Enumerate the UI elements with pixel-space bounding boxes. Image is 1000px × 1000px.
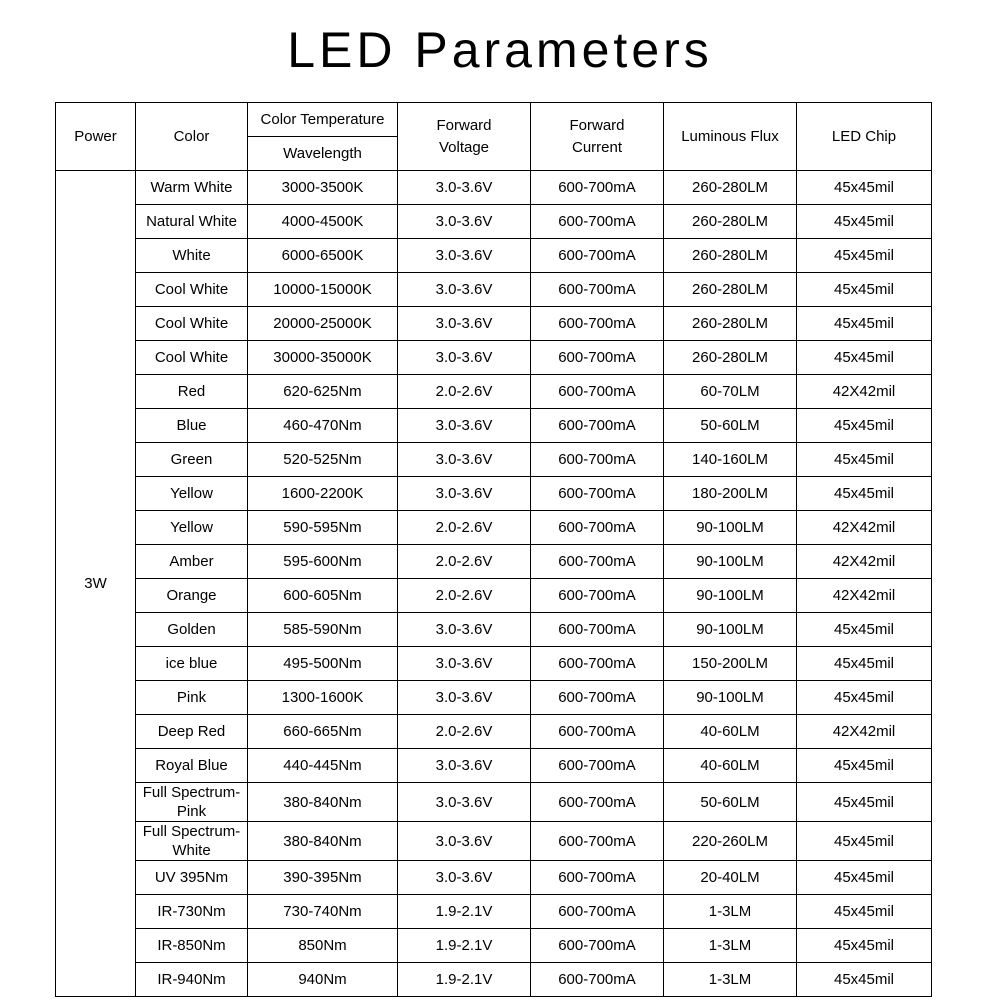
forward-voltage-cell: 2.0-2.6V — [398, 545, 531, 579]
forward-current-cell: 600-700mA — [531, 783, 664, 822]
header-wavelength: Wavelength — [248, 137, 398, 171]
luminous-flux-cell: 260-280LM — [664, 273, 797, 307]
led-chip-cell: 45x45mil — [797, 681, 932, 715]
color-temperature-cell: 850Nm — [248, 929, 398, 963]
color-cell: IR-850Nm — [136, 929, 248, 963]
color-temperature-cell: 3000-3500K — [248, 171, 398, 205]
forward-current-cell: 600-700mA — [531, 375, 664, 409]
color-cell: Cool White — [136, 307, 248, 341]
forward-voltage-cell: 3.0-3.6V — [398, 613, 531, 647]
color-cell: IR-730Nm — [136, 895, 248, 929]
led-chip-cell: 45x45mil — [797, 963, 932, 997]
color-temperature-cell: 585-590Nm — [248, 613, 398, 647]
color-cell: IR-940Nm — [136, 963, 248, 997]
luminous-flux-cell: 90-100LM — [664, 681, 797, 715]
table-row — [56, 749, 932, 783]
header-power: Power — [56, 103, 136, 171]
luminous-flux-cell: 260-280LM — [664, 171, 797, 205]
table-row — [56, 273, 932, 307]
table-row — [56, 681, 932, 715]
table-row — [56, 205, 932, 239]
table-row — [56, 171, 932, 205]
color-temperature-cell: 595-600Nm — [248, 545, 398, 579]
led-chip-cell: 45x45mil — [797, 409, 932, 443]
luminous-flux-cell: 220-260LM — [664, 822, 797, 861]
table-row — [56, 715, 932, 749]
led-parameters-table — [55, 102, 932, 997]
forward-voltage-cell: 1.9-2.1V — [398, 895, 531, 929]
table-row — [56, 341, 932, 375]
color-temperature-cell: 590-595Nm — [248, 511, 398, 545]
led-chip-cell: 42X42mil — [797, 511, 932, 545]
forward-current-cell: 600-700mA — [531, 613, 664, 647]
header-forward-current: Forward Current — [531, 103, 664, 171]
color-cell: Blue — [136, 409, 248, 443]
forward-current-cell: 600-700mA — [531, 443, 664, 477]
luminous-flux-cell: 50-60LM — [664, 783, 797, 822]
luminous-flux-cell: 90-100LM — [664, 613, 797, 647]
led-chip-cell: 42X42mil — [797, 375, 932, 409]
table-row — [56, 409, 932, 443]
color-cell: Full Spectrum- White — [136, 822, 248, 861]
color-temperature-cell: 20000-25000K — [248, 307, 398, 341]
forward-voltage-cell: 3.0-3.6V — [398, 239, 531, 273]
forward-current-cell: 600-700mA — [531, 963, 664, 997]
forward-current-cell: 600-700mA — [531, 511, 664, 545]
forward-voltage-cell: 3.0-3.6V — [398, 477, 531, 511]
color-temperature-cell: 1300-1600K — [248, 681, 398, 715]
table-row — [56, 375, 932, 409]
color-temperature-cell: 390-395Nm — [248, 861, 398, 895]
luminous-flux-cell: 90-100LM — [664, 579, 797, 613]
color-cell: Cool White — [136, 341, 248, 375]
color-temperature-cell: 380-840Nm — [248, 822, 398, 861]
forward-voltage-cell: 3.0-3.6V — [398, 409, 531, 443]
led-chip-cell: 45x45mil — [797, 613, 932, 647]
luminous-flux-cell: 180-200LM — [664, 477, 797, 511]
led-chip-cell: 45x45mil — [797, 239, 932, 273]
luminous-flux-cell: 1-3LM — [664, 929, 797, 963]
led-chip-cell: 45x45mil — [797, 443, 932, 477]
header-color-temperature: Color Temperature — [248, 103, 398, 137]
color-cell: Red — [136, 375, 248, 409]
luminous-flux-cell: 260-280LM — [664, 205, 797, 239]
led-chip-cell: 45x45mil — [797, 171, 932, 205]
color-temperature-cell: 600-605Nm — [248, 579, 398, 613]
forward-current-cell: 600-700mA — [531, 647, 664, 681]
table-row — [56, 443, 932, 477]
forward-current-cell: 600-700mA — [531, 273, 664, 307]
power-cell: 3W — [56, 171, 136, 997]
color-cell: Golden — [136, 613, 248, 647]
led-chip-cell: 45x45mil — [797, 749, 932, 783]
led-chip-cell: 45x45mil — [797, 822, 932, 861]
led-chip-cell: 45x45mil — [797, 861, 932, 895]
forward-voltage-cell: 3.0-3.6V — [398, 171, 531, 205]
table-row — [56, 647, 932, 681]
forward-current-cell: 600-700mA — [531, 409, 664, 443]
forward-voltage-cell: 3.0-3.6V — [398, 273, 531, 307]
color-cell: Royal Blue — [136, 749, 248, 783]
page-title: LED Parameters — [287, 22, 713, 78]
table-row — [56, 579, 932, 613]
forward-current-cell: 600-700mA — [531, 477, 664, 511]
forward-voltage-cell: 3.0-3.6V — [398, 861, 531, 895]
forward-voltage-cell: 2.0-2.6V — [398, 579, 531, 613]
forward-current-cell: 600-700mA — [531, 341, 664, 375]
table-row — [56, 545, 932, 579]
color-temperature-cell: 4000-4500K — [248, 205, 398, 239]
forward-current-cell: 600-700mA — [531, 749, 664, 783]
header-luminous-flux: Luminous Flux — [664, 103, 797, 171]
luminous-flux-cell: 260-280LM — [664, 307, 797, 341]
color-temperature-cell: 520-525Nm — [248, 443, 398, 477]
table-row — [56, 307, 932, 341]
table-row — [56, 929, 932, 963]
luminous-flux-cell: 1-3LM — [664, 963, 797, 997]
forward-voltage-cell: 3.0-3.6V — [398, 681, 531, 715]
led-chip-cell: 45x45mil — [797, 273, 932, 307]
forward-current-cell: 600-700mA — [531, 307, 664, 341]
forward-current-cell: 600-700mA — [531, 171, 664, 205]
forward-voltage-cell: 3.0-3.6V — [398, 647, 531, 681]
led-chip-cell: 45x45mil — [797, 205, 932, 239]
color-cell: Warm White — [136, 171, 248, 205]
forward-voltage-cell: 1.9-2.1V — [398, 929, 531, 963]
led-chip-cell: 45x45mil — [797, 929, 932, 963]
table-body — [56, 171, 932, 997]
table-row — [56, 783, 932, 822]
forward-current-cell: 600-700mA — [531, 861, 664, 895]
luminous-flux-cell: 260-280LM — [664, 341, 797, 375]
forward-current-cell: 600-700mA — [531, 929, 664, 963]
color-temperature-cell: 620-625Nm — [248, 375, 398, 409]
forward-current-cell: 600-700mA — [531, 681, 664, 715]
forward-voltage-cell: 3.0-3.6V — [398, 749, 531, 783]
forward-current-cell: 600-700mA — [531, 895, 664, 929]
table-row — [56, 477, 932, 511]
luminous-flux-cell: 40-60LM — [664, 715, 797, 749]
forward-voltage-cell: 3.0-3.6V — [398, 783, 531, 822]
forward-voltage-cell: 1.9-2.1V — [398, 963, 531, 997]
forward-voltage-cell: 2.0-2.6V — [398, 375, 531, 409]
color-temperature-cell: 495-500Nm — [248, 647, 398, 681]
led-chip-cell: 42X42mil — [797, 579, 932, 613]
luminous-flux-cell: 150-200LM — [664, 647, 797, 681]
luminous-flux-cell: 1-3LM — [664, 895, 797, 929]
color-temperature-cell: 1600-2200K — [248, 477, 398, 511]
luminous-flux-cell: 50-60LM — [664, 409, 797, 443]
forward-voltage-cell: 2.0-2.6V — [398, 715, 531, 749]
color-cell: Deep Red — [136, 715, 248, 749]
table-row — [56, 822, 932, 861]
forward-current-cell: 600-700mA — [531, 715, 664, 749]
forward-voltage-cell: 3.0-3.6V — [398, 822, 531, 861]
led-chip-cell: 42X42mil — [797, 545, 932, 579]
color-cell: ice blue — [136, 647, 248, 681]
luminous-flux-cell: 60-70LM — [664, 375, 797, 409]
table-row — [56, 511, 932, 545]
color-cell: Yellow — [136, 511, 248, 545]
color-cell: Yellow — [136, 477, 248, 511]
table-row — [56, 613, 932, 647]
color-cell: Cool White — [136, 273, 248, 307]
color-cell: Natural White — [136, 205, 248, 239]
forward-current-cell: 600-700mA — [531, 545, 664, 579]
table-row — [56, 895, 932, 929]
color-temperature-cell: 6000-6500K — [248, 239, 398, 273]
color-cell: White — [136, 239, 248, 273]
forward-current-cell: 600-700mA — [531, 205, 664, 239]
luminous-flux-cell: 40-60LM — [664, 749, 797, 783]
header-led-chip: LED Chip — [797, 103, 932, 171]
color-temperature-cell: 660-665Nm — [248, 715, 398, 749]
led-chip-cell: 45x45mil — [797, 477, 932, 511]
luminous-flux-cell: 260-280LM — [664, 239, 797, 273]
table-row — [56, 861, 932, 895]
color-cell: UV 395Nm — [136, 861, 248, 895]
color-cell: Green — [136, 443, 248, 477]
luminous-flux-cell: 20-40LM — [664, 861, 797, 895]
table-row — [56, 239, 932, 273]
forward-current-cell: 600-700mA — [531, 239, 664, 273]
color-temperature-cell: 440-445Nm — [248, 749, 398, 783]
led-chip-cell: 45x45mil — [797, 341, 932, 375]
color-temperature-cell: 730-740Nm — [248, 895, 398, 929]
color-cell: Full Spectrum- Pink — [136, 783, 248, 822]
forward-voltage-cell: 2.0-2.6V — [398, 511, 531, 545]
led-chip-cell: 45x45mil — [797, 895, 932, 929]
color-temperature-cell: 460-470Nm — [248, 409, 398, 443]
color-temperature-cell: 380-840Nm — [248, 783, 398, 822]
color-cell: Pink — [136, 681, 248, 715]
luminous-flux-cell: 140-160LM — [664, 443, 797, 477]
color-temperature-cell: 10000-15000K — [248, 273, 398, 307]
led-chip-cell: 45x45mil — [797, 783, 932, 822]
color-cell: Orange — [136, 579, 248, 613]
led-chip-cell: 42X42mil — [797, 715, 932, 749]
led-chip-cell: 45x45mil — [797, 307, 932, 341]
color-temperature-cell: 30000-35000K — [248, 341, 398, 375]
forward-current-cell: 600-700mA — [531, 822, 664, 861]
header-color: Color — [136, 103, 248, 171]
forward-voltage-cell: 3.0-3.6V — [398, 341, 531, 375]
forward-current-cell: 600-700mA — [531, 579, 664, 613]
color-cell: Amber — [136, 545, 248, 579]
forward-voltage-cell: 3.0-3.6V — [398, 205, 531, 239]
header-forward-voltage: Forward Voltage — [398, 103, 531, 171]
color-temperature-cell: 940Nm — [248, 963, 398, 997]
luminous-flux-cell: 90-100LM — [664, 511, 797, 545]
forward-voltage-cell: 3.0-3.6V — [398, 307, 531, 341]
table-row — [56, 963, 932, 997]
forward-voltage-cell: 3.0-3.6V — [398, 443, 531, 477]
luminous-flux-cell: 90-100LM — [664, 545, 797, 579]
led-chip-cell: 45x45mil — [797, 647, 932, 681]
